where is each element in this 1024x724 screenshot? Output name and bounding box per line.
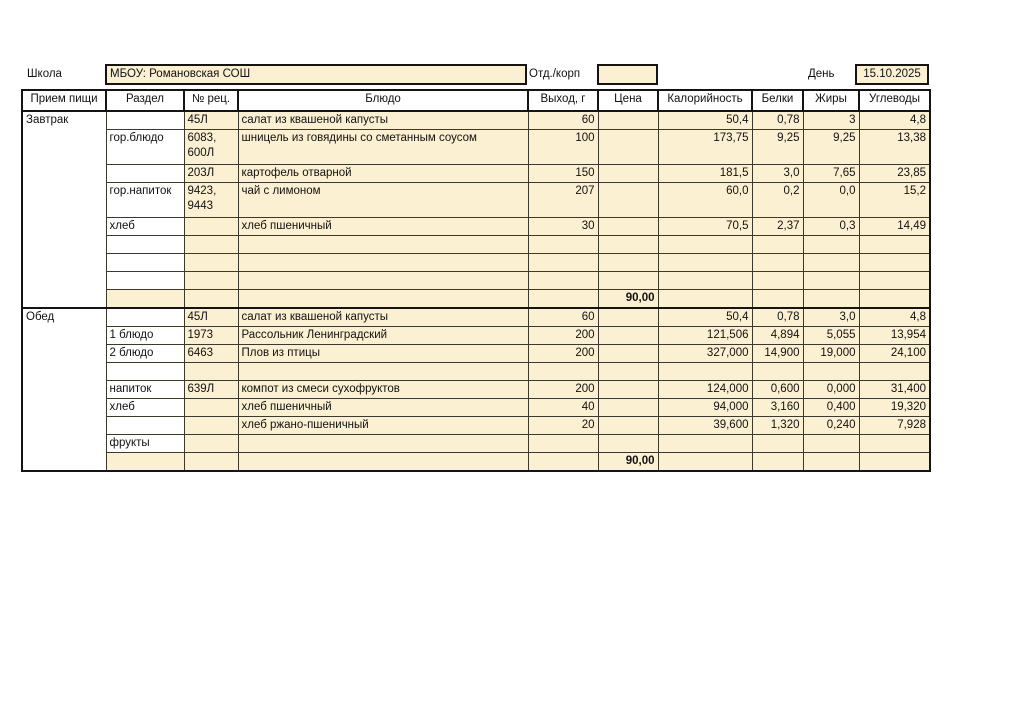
column-header: Жиры	[803, 90, 859, 111]
cell-kalor[interactable]: 327,000	[658, 345, 752, 363]
cell-belki[interactable]: 0,600	[752, 381, 803, 399]
school-label: Школа	[27, 68, 62, 80]
cell-vyhod[interactable]: 150	[528, 165, 598, 183]
cell-vyhod[interactable]	[528, 290, 598, 309]
cell-dish[interactable]: салат из квашеной капусты	[238, 308, 528, 327]
cell-uglevody[interactable]: 24,100	[859, 345, 930, 363]
cell-razdel[interactable]	[106, 236, 184, 254]
cell-razdel[interactable]: 2 блюдо	[106, 345, 184, 363]
cell-cena[interactable]	[598, 345, 658, 363]
cell-dish[interactable]: хлеб пшеничный	[238, 399, 528, 417]
column-header: Выход, г	[528, 90, 598, 111]
cell-dish[interactable]	[238, 290, 528, 309]
table-row	[22, 218, 930, 236]
cell-razdel[interactable]	[106, 308, 184, 327]
cell-rec[interactable]: 639Л	[184, 381, 238, 399]
cell-zhiry[interactable]: 0,3	[803, 218, 859, 236]
cell-rec[interactable]	[184, 453, 238, 472]
cell-zhiry[interactable]: 0,240	[803, 417, 859, 435]
cell-dish[interactable]: хлеб пшеничный	[238, 218, 528, 236]
cell-belki[interactable]: 2,37	[752, 218, 803, 236]
cell-vyhod[interactable]: 100	[528, 130, 598, 165]
cell-razdel[interactable]: хлеб	[106, 218, 184, 236]
cell-cena[interactable]	[598, 417, 658, 435]
cell-vyhod[interactable]: 200	[528, 345, 598, 363]
cell-razdel[interactable]: гор.напиток	[106, 183, 184, 218]
cell-belki[interactable]: 3,160	[752, 399, 803, 417]
cell-rec[interactable]: 6463	[184, 345, 238, 363]
cell-belki[interactable]	[752, 272, 803, 290]
cell-cena[interactable]	[598, 308, 658, 327]
cell-kalor[interactable]: 124,000	[658, 381, 752, 399]
table-row	[22, 327, 930, 345]
cell-cena[interactable]	[598, 183, 658, 218]
table-row	[22, 165, 930, 183]
department-label: Отд./корп	[529, 68, 581, 80]
cell-dish[interactable]	[238, 453, 528, 472]
cell-belki[interactable]	[752, 363, 803, 381]
cell-vyhod[interactable]: 30	[528, 218, 598, 236]
cell-cena[interactable]	[598, 254, 658, 272]
column-header: Углеводы	[859, 90, 930, 111]
cell-vyhod[interactable]	[528, 453, 598, 472]
cell-zhiry[interactable]	[803, 435, 859, 453]
cell-razdel[interactable]	[106, 111, 184, 130]
cell-dish[interactable]: салат из квашеной капусты	[238, 111, 528, 130]
cell-zhiry[interactable]: 5,055	[803, 327, 859, 345]
cell-rec[interactable]: 203Л	[184, 165, 238, 183]
cell-uglevody[interactable]: 31,400	[859, 381, 930, 399]
cell-dish[interactable]	[238, 435, 528, 453]
cell-dish[interactable]	[238, 272, 528, 290]
cell-rec[interactable]	[184, 290, 238, 309]
cell-zhiry[interactable]: 3,0	[803, 308, 859, 327]
cell-razdel[interactable]	[106, 417, 184, 435]
cell-cena[interactable]	[598, 130, 658, 165]
table-row	[22, 417, 930, 435]
cell-belki[interactable]: 1,320	[752, 417, 803, 435]
cell-cena[interactable]	[598, 381, 658, 399]
cell-vyhod[interactable]	[528, 363, 598, 381]
cell-kalor[interactable]: 94,000	[658, 399, 752, 417]
cell-belki[interactable]	[752, 435, 803, 453]
cell-uglevody[interactable]	[859, 272, 930, 290]
cell-dish[interactable]	[238, 363, 528, 381]
cell-uglevody[interactable]: 15,2	[859, 183, 930, 218]
cell-razdel[interactable]: 1 блюдо	[106, 327, 184, 345]
cell-belki[interactable]	[752, 236, 803, 254]
cell-vyhod[interactable]: 200	[528, 381, 598, 399]
day-label: День	[808, 68, 835, 80]
table-row	[22, 399, 930, 417]
cell-kalor[interactable]	[658, 254, 752, 272]
cell-uglevody[interactable]: 23,85	[859, 165, 930, 183]
cell-kalor[interactable]: 50,4	[658, 308, 752, 327]
column-header: Калорийность	[658, 90, 752, 111]
cell-vyhod[interactable]: 20	[528, 417, 598, 435]
cell-zhiry[interactable]	[803, 272, 859, 290]
cell-zhiry[interactable]: 0,0	[803, 183, 859, 218]
cell-kalor[interactable]: 121,506	[658, 327, 752, 345]
cell-zhiry[interactable]: 9,25	[803, 130, 859, 165]
cell-kalor[interactable]	[658, 453, 752, 472]
header-row	[22, 90, 930, 111]
cell-kalor[interactable]: 60,0	[658, 183, 752, 218]
table-row	[22, 236, 930, 254]
day-field[interactable]: 15.10.2025	[855, 64, 929, 85]
column-header: Прием пищи	[22, 90, 106, 111]
cell-vyhod[interactable]	[528, 236, 598, 254]
cell-uglevody[interactable]: 13,954	[859, 327, 930, 345]
cell-dish[interactable]: Плов из птицы	[238, 345, 528, 363]
cell-rec[interactable]	[184, 272, 238, 290]
cell-zhiry[interactable]: 0,400	[803, 399, 859, 417]
table-row	[22, 272, 930, 290]
cell-zhiry[interactable]	[803, 254, 859, 272]
meal-section-cell[interactable]: Завтрак	[22, 111, 106, 308]
cell-cena[interactable]	[598, 272, 658, 290]
column-header: Цена	[598, 90, 658, 111]
cell-kalor[interactable]: 39,600	[658, 417, 752, 435]
cell-vyhod[interactable]	[528, 254, 598, 272]
table-row	[22, 308, 930, 327]
cell-kalor[interactable]: 173,75	[658, 130, 752, 165]
cell-cena[interactable]	[598, 399, 658, 417]
cell-cena[interactable]	[598, 165, 658, 183]
cell-cena[interactable]	[598, 236, 658, 254]
column-header: Белки	[752, 90, 803, 111]
cell-rec[interactable]	[184, 254, 238, 272]
cell-zhiry[interactable]	[803, 453, 859, 472]
table-row	[22, 435, 930, 453]
cell-belki[interactable]	[752, 290, 803, 309]
cell-kalor[interactable]: 181,5	[658, 165, 752, 183]
cell-belki[interactable]: 0,78	[752, 308, 803, 327]
cell-belki[interactable]: 14,900	[752, 345, 803, 363]
cell-rec[interactable]	[184, 236, 238, 254]
cell-uglevody[interactable]	[859, 453, 930, 472]
cell-uglevody[interactable]	[859, 236, 930, 254]
cell-uglevody[interactable]: 13,38	[859, 130, 930, 165]
cell-rec[interactable]	[184, 218, 238, 236]
department-field[interactable]	[597, 64, 658, 85]
cell-razdel[interactable]	[106, 272, 184, 290]
cell-zhiry[interactable]	[803, 363, 859, 381]
cell-zhiry[interactable]: 3	[803, 111, 859, 130]
cell-razdel[interactable]	[106, 453, 184, 472]
cell-dish[interactable]: чай с лимоном	[238, 183, 528, 218]
cell-uglevody[interactable]: 4,8	[859, 111, 930, 130]
table-row	[22, 453, 930, 472]
cell-zhiry[interactable]	[803, 290, 859, 309]
cell-uglevody[interactable]	[859, 435, 930, 453]
cell-dish[interactable]: картофель отварной	[238, 165, 528, 183]
cell-belki[interactable]: 3,0	[752, 165, 803, 183]
cell-rec[interactable]: 45Л	[184, 111, 238, 130]
cell-uglevody[interactable]	[859, 254, 930, 272]
table-row	[22, 290, 930, 309]
cell-rec[interactable]	[184, 435, 238, 453]
cell-kalor[interactable]	[658, 363, 752, 381]
cell-kalor[interactable]	[658, 290, 752, 309]
cell-kalor[interactable]: 50,4	[658, 111, 752, 130]
cell-rec[interactable]: 6083, 600Л	[184, 130, 238, 165]
cell-vyhod[interactable]: 207	[528, 183, 598, 218]
cell-zhiry[interactable]: 0,000	[803, 381, 859, 399]
cell-rec[interactable]: 1973	[184, 327, 238, 345]
cell-cena[interactable]	[598, 363, 658, 381]
cell-vyhod[interactable]	[528, 435, 598, 453]
cell-belki[interactable]: 0,2	[752, 183, 803, 218]
cell-zhiry[interactable]	[803, 236, 859, 254]
cell-uglevody[interactable]: 19,320	[859, 399, 930, 417]
cell-belki[interactable]	[752, 453, 803, 472]
cell-belki[interactable]	[752, 254, 803, 272]
cell-uglevody[interactable]: 4,8	[859, 308, 930, 327]
cell-zhiry[interactable]: 19,000	[803, 345, 859, 363]
cell-vyhod[interactable]	[528, 272, 598, 290]
cell-cena[interactable]	[598, 111, 658, 130]
table-row	[22, 183, 930, 218]
cell-kalor[interactable]: 70,5	[658, 218, 752, 236]
cell-cena[interactable]	[598, 435, 658, 453]
school-field[interactable]: МБОУ: Романовская СОШ	[105, 64, 527, 85]
cell-razdel[interactable]	[106, 363, 184, 381]
cell-razdel[interactable]	[106, 254, 184, 272]
cell-belki[interactable]: 0,78	[752, 111, 803, 130]
cell-belki[interactable]: 4,894	[752, 327, 803, 345]
table-row	[22, 381, 930, 399]
column-header: № рец.	[184, 90, 238, 111]
cell-dish[interactable]: хлеб ржано-пшеничный	[238, 417, 528, 435]
meal-section-cell[interactable]: Обед	[22, 308, 106, 471]
cell-vyhod[interactable]: 200	[528, 327, 598, 345]
cell-dish[interactable]: Рассольник Ленинградский	[238, 327, 528, 345]
cell-rec[interactable]	[184, 399, 238, 417]
cell-dish[interactable]: шницель из говядины со сметанным соусом	[238, 130, 528, 165]
cell-cena[interactable]	[598, 218, 658, 236]
column-header: Блюдо	[238, 90, 528, 111]
column-header: Раздел	[106, 90, 184, 111]
cell-rec[interactable]: 9423, 9443	[184, 183, 238, 218]
cell-razdel[interactable]: напиток	[106, 381, 184, 399]
cell-cena[interactable]	[598, 327, 658, 345]
cell-dish[interactable]	[238, 254, 528, 272]
cell-dish[interactable]: компот из смеси сухофруктов	[238, 381, 528, 399]
table-row	[22, 130, 930, 165]
cell-uglevody[interactable]	[859, 363, 930, 381]
cell-kalor[interactable]	[658, 236, 752, 254]
cell-razdel[interactable]	[106, 165, 184, 183]
cell-razdel[interactable]: фрукты	[106, 435, 184, 453]
cell-zhiry[interactable]: 7,65	[803, 165, 859, 183]
cell-rec[interactable]: 45Л	[184, 308, 238, 327]
cell-kalor[interactable]	[658, 435, 752, 453]
table-row	[22, 345, 930, 363]
cell-dish[interactable]	[238, 236, 528, 254]
table-row	[22, 111, 930, 130]
cell-vyhod[interactable]: 40	[528, 399, 598, 417]
cell-belki[interactable]: 9,25	[752, 130, 803, 165]
cell-cena[interactable]: 90,00	[598, 290, 658, 309]
cell-vyhod[interactable]: 60	[528, 111, 598, 130]
table-row	[22, 363, 930, 381]
cell-vyhod[interactable]: 60	[528, 308, 598, 327]
cell-cena[interactable]: 90,00	[598, 453, 658, 472]
menu-table	[21, 89, 931, 472]
cell-uglevody[interactable]: 7,928	[859, 417, 930, 435]
cell-kalor[interactable]	[658, 272, 752, 290]
cell-uglevody[interactable]	[859, 290, 930, 309]
cell-razdel[interactable]	[106, 290, 184, 309]
cell-rec[interactable]	[184, 363, 238, 381]
cell-rec[interactable]	[184, 417, 238, 435]
table-row	[22, 254, 930, 272]
cell-uglevody[interactable]: 14,49	[859, 218, 930, 236]
cell-razdel[interactable]: хлеб	[106, 399, 184, 417]
cell-razdel[interactable]: гор.блюдо	[106, 130, 184, 165]
